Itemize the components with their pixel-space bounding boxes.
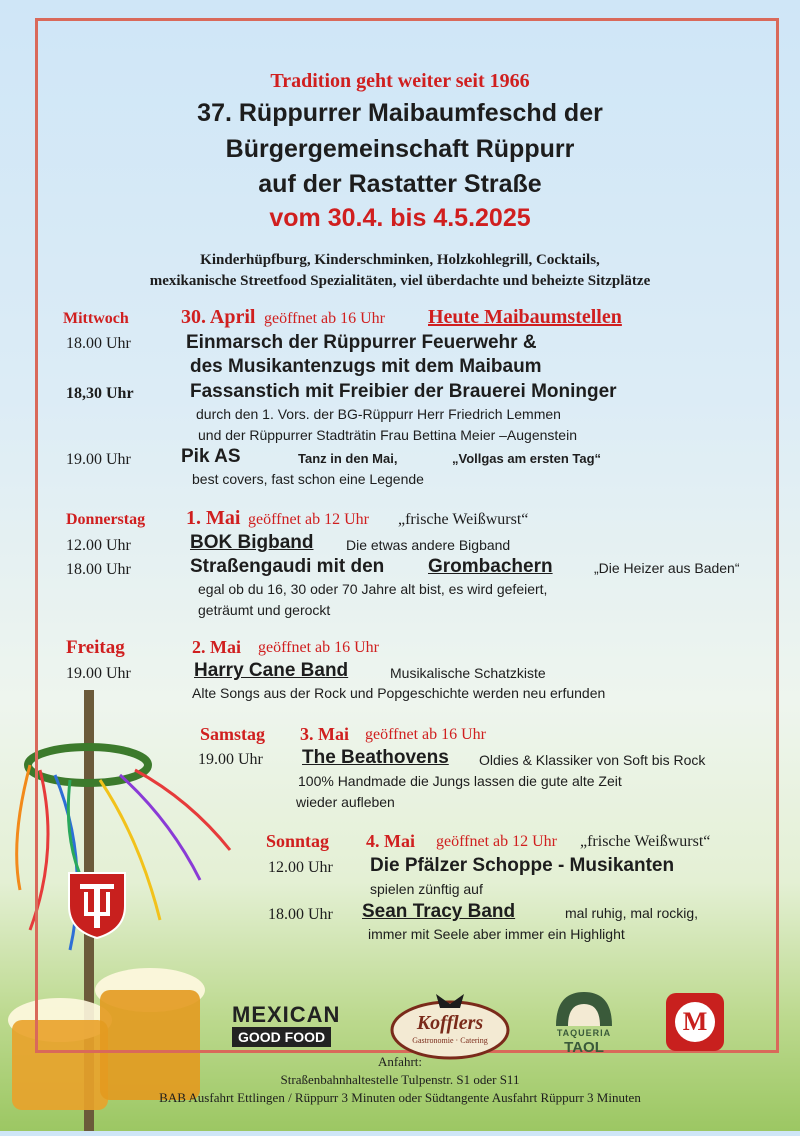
title-line-2: Bürgergemeinschaft Rüppurr <box>225 135 575 163</box>
kofflers-logo <box>388 990 512 1060</box>
thursday-time-2: 18.00 Uhr <box>66 561 131 578</box>
wednesday-date: 30. April <box>181 306 256 328</box>
thursday-event-1-desc: Die etwas andere Bigband <box>346 537 511 553</box>
thursday-event-1: BOK Bigband <box>190 532 314 553</box>
moninger-letter: M <box>682 1007 708 1036</box>
features-line-1: Kinderhüpfburg, Kinderschminken, Holzkohlegrill, Cocktails, <box>200 252 600 268</box>
sunday-open: geöffnet ab 12 Uhr <box>436 833 557 850</box>
friday-event-1: Harry Cane Band <box>194 660 349 681</box>
event-dates: vom 30.4. bis 4.5.2025 <box>269 204 531 232</box>
friday-open: geöffnet ab 16 Uhr <box>258 639 379 656</box>
kofflers-name: Kofflers <box>416 1012 484 1034</box>
mexican-good-food-logo <box>232 1003 350 1053</box>
taol-label: TAOL <box>564 1039 604 1056</box>
wednesday-event-2: Fassanstich mit Freibier der Brauerei Moninger <box>190 381 617 402</box>
thursday-event-2-part-2: Grombachern <box>428 556 553 577</box>
sunday-event-1-desc: spielen zünftig auf <box>370 881 483 897</box>
sunday-date: 4. Mai <box>366 831 415 851</box>
mexican-logo-top: MEXICAN <box>232 1002 341 1027</box>
wednesday-time-3: 19.00 Uhr <box>66 451 131 468</box>
wednesday-time-2: 18,30 Uhr <box>66 385 134 402</box>
saturday-event-1: The Beathovens <box>302 747 449 768</box>
tagline: Tradition geht weiter seit 1966 <box>270 70 530 92</box>
friday-date: 2. Mai <box>192 637 241 657</box>
footer-line-2: BAB Ausfahrt Ettlingen / Rüppurr 3 Minuten oder Südtangente Ausfahrt Rüppurr 3 Minuten <box>159 1090 641 1105</box>
saturday-time-1: 19.00 Uhr <box>198 751 263 768</box>
wednesday-event-2-desc-1: durch den 1. Vors. der BG-Rüppurr Herr Friedrich Lemmen <box>196 406 561 422</box>
taqueria-label: TAQUERIA <box>556 1028 612 1038</box>
saturday-event-1-desc-2: wieder aufleben <box>296 794 395 810</box>
thursday-event-2-tag: „Die Heizer aus Baden“ <box>594 560 740 576</box>
wednesday-open: geöffnet ab 16 Uhr <box>264 310 385 327</box>
saturday-date: 3. Mai <box>300 724 349 744</box>
wednesday-highlight: Heute Maibaumstellen <box>428 306 622 328</box>
title-line-3: auf der Rastatter Straße <box>258 170 542 198</box>
thursday-open: geöffnet ab 12 Uhr <box>248 511 369 528</box>
footer-label: Anfahrt: <box>377 1054 423 1069</box>
friday-day: Freitag <box>66 637 125 658</box>
wednesday-event-2-desc-2: und der Rüppurrer Stadträtin Frau Bettina Meier –Augenstein <box>198 427 577 443</box>
features-line-2: mexikanische Streetfood Spezialitäten, viel überdachte und beheizte Sitzplätze <box>149 273 651 289</box>
saturday-event-1-tag: Oldies & Klassiker von Soft bis Rock <box>479 752 706 768</box>
wednesday-event-1-line-2: des Musikantenzugs mit dem Maibaum <box>190 356 542 377</box>
sunday-event-1: Die Pfälzer Schoppe - Musikanten <box>370 855 675 876</box>
wednesday-event-1-line-1: Einmarsch der Rüppurrer Feuerwehr & <box>186 332 537 353</box>
saturday-open: geöffnet ab 16 Uhr <box>365 726 486 743</box>
thursday-event-2-desc-1: egal ob du 16, 30 oder 70 Jahre alt bist, es wird gefeiert, <box>198 581 548 597</box>
wednesday-event-3: Pik AS <box>181 446 241 467</box>
wednesday-event-3-tag-1: Tanz in den Mai, <box>298 451 398 466</box>
thursday-event-2-desc-2: geträumt und gerockt <box>198 602 331 618</box>
thursday-day: Donnerstag <box>66 511 146 528</box>
sunday-event-2-tag: mal ruhig, mal rockig, <box>565 905 699 921</box>
wednesday-day: Mittwoch <box>63 310 129 327</box>
wednesday-event-3-tag-2: „Vollgas am ersten Tag“ <box>452 451 602 466</box>
thursday-event-2-part-1: Straßengaudi mit den <box>190 556 385 577</box>
title-line-1: 37. Rüppurrer Maibaumfeschd der <box>197 99 603 127</box>
sunday-event-2-desc: immer mit Seele aber immer ein Highlight <box>368 926 625 942</box>
sunday-day: Sonntag <box>266 831 330 851</box>
thursday-extra: „frische Weißwurst“ <box>398 511 529 528</box>
thursday-time-1: 12.00 Uhr <box>66 537 131 554</box>
sunday-event-2: Sean Tracy Band <box>362 901 516 922</box>
wednesday-event-3-desc: best covers, fast schon eine Legende <box>192 471 424 487</box>
wednesday-time-1: 18.00 Uhr <box>66 335 131 352</box>
footer-line-1: Straßenbahnhaltestelle Tulpenstr. S1 oder S11 <box>280 1072 520 1087</box>
crest-icon <box>66 870 128 940</box>
friday-time-1: 19.00 Uhr <box>66 665 131 682</box>
saturday-day: Samstag <box>200 724 266 744</box>
sunday-time-1: 12.00 Uhr <box>268 859 333 876</box>
sunday-time-2: 18.00 Uhr <box>268 906 333 923</box>
friday-event-1-desc: Alte Songs aus der Rock und Popgeschichte werden neu erfunden <box>192 685 606 701</box>
sunday-extra: „frische Weißwurst“ <box>580 833 711 850</box>
taqueria-taol-logo <box>548 988 620 1058</box>
mexican-logo-bottom: GOOD FOOD <box>232 1027 331 1047</box>
saturday-event-1-desc-1: 100% Handmade die Jungs lassen die gute alte Zeit <box>298 773 622 789</box>
kofflers-subtitle: Gastronomie · Catering <box>412 1036 488 1045</box>
thursday-date: 1. Mai <box>186 507 241 529</box>
friday-event-1-tag: Musikalische Schatzkiste <box>390 665 546 681</box>
moninger-logo <box>666 993 724 1051</box>
